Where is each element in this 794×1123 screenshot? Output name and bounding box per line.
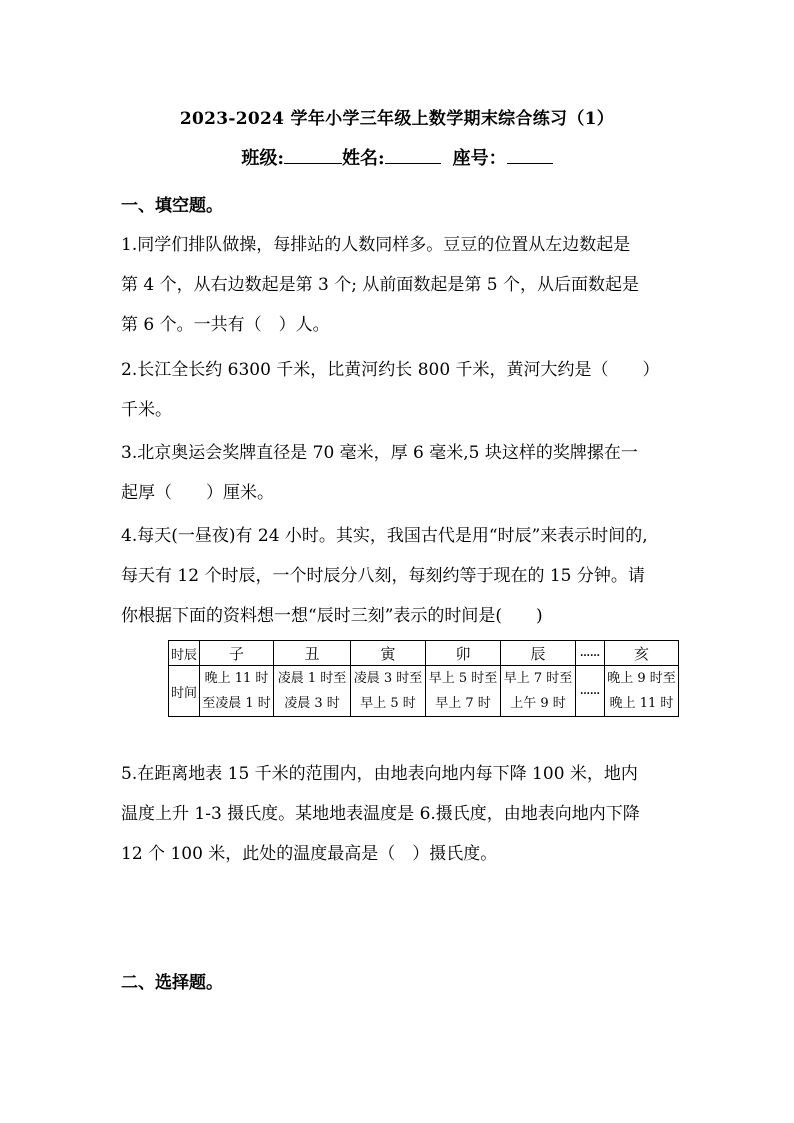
name-blank[interactable] bbox=[385, 149, 441, 164]
section-title-multiple-choice: 二、选择题。 bbox=[121, 973, 223, 993]
table-cell-name: 卯 bbox=[426, 641, 501, 666]
question-line: 4.每天(一昼夜)有 24 小时。其实，我国古代是用“时辰”来表示时间的, bbox=[121, 526, 648, 546]
table-cell-ellipsis: …… bbox=[576, 641, 605, 666]
question-line: 千米。 bbox=[121, 400, 172, 420]
question-line: 2.长江全长约 6300 千米，比黄河约长 800 千米，黄河大约是（ ） bbox=[121, 360, 660, 380]
question-4 bbox=[121, 516, 681, 636]
question-line: 3.北京奥运会奖牌直径是 70 毫米，厚 6 毫米,5 块这样的奖牌摞在一 bbox=[121, 443, 638, 463]
class-blank[interactable] bbox=[284, 149, 342, 164]
question-line: 第 6 个。一共有（ ）人。 bbox=[121, 315, 330, 335]
question-line: 12 个 100 米，此处的温度最高是（ ）摄氏度。 bbox=[121, 844, 498, 864]
table-cell-time: 晚上 11 时 至凌晨 1 时 bbox=[200, 666, 274, 717]
table-cell-time: 凌晨 1 时至 凌晨 3 时 bbox=[274, 666, 351, 717]
table-cell-name: 亥 bbox=[605, 641, 679, 666]
question-3 bbox=[121, 433, 681, 513]
table-cell-name: 辰 bbox=[501, 641, 576, 666]
table-cell-name: 子 bbox=[200, 641, 274, 666]
question-line: 温度上升 1-3 摄氏度。某地地表温度是 6.摄氏度，由地表向地内下降 bbox=[121, 804, 640, 824]
question-line: 起厚（ ）厘米。 bbox=[121, 483, 274, 503]
table-row-shichen bbox=[169, 641, 679, 666]
table-cell-time: 早上 7 时至 上午 9 时 bbox=[501, 666, 576, 717]
table-cell-ellipsis: …… bbox=[576, 666, 605, 717]
name-label: 姓名: bbox=[342, 148, 385, 169]
question-2 bbox=[121, 350, 681, 430]
seat-blank[interactable] bbox=[507, 149, 553, 164]
table-row-time bbox=[169, 666, 679, 717]
question-line: 每天有 12 个时辰，一个时辰分八刻，每刻约等于现在的 15 分钟。请 bbox=[121, 566, 645, 586]
question-line: 5.在距离地表 15 千米的范围内，由地表向地内每下降 100 米，地内 bbox=[121, 764, 638, 784]
question-line: 第 4 个，从右边数起是第 3 个; 从前面数起是第 5 个，从后面数起是 bbox=[121, 275, 640, 295]
section-title-fill-blank: 一、填空题。 bbox=[121, 196, 223, 216]
question-line: 你根据下面的资料想一想“辰时三刻”表示的时间是( ) bbox=[121, 606, 543, 626]
question-1 bbox=[121, 225, 681, 345]
shichen-table bbox=[168, 640, 679, 717]
question-5 bbox=[121, 754, 681, 874]
table-cell-time: 晚上 9 时至 晚上 11 时 bbox=[605, 666, 679, 717]
table-cell-time: 早上 5 时至 早上 7 时 bbox=[426, 666, 501, 717]
table-cell-name: 寅 bbox=[351, 641, 426, 666]
table-cell-time: 凌晨 3 时至 早上 5 时 bbox=[351, 666, 426, 717]
row-header-shichen: 时辰 bbox=[169, 641, 200, 666]
class-label: 班级: bbox=[241, 148, 284, 169]
table-cell-name: 丑 bbox=[274, 641, 351, 666]
question-line: 1.同学们排队做操，每排站的人数同样多。豆豆的位置从左边数起是 bbox=[121, 235, 631, 255]
student-info-line bbox=[0, 144, 794, 170]
row-header-time: 时间 bbox=[169, 666, 200, 717]
page-title: 2023-2024 学年小学三年级上数学期末综合练习（1） bbox=[179, 109, 615, 129]
seat-label: 座号： bbox=[452, 148, 507, 169]
